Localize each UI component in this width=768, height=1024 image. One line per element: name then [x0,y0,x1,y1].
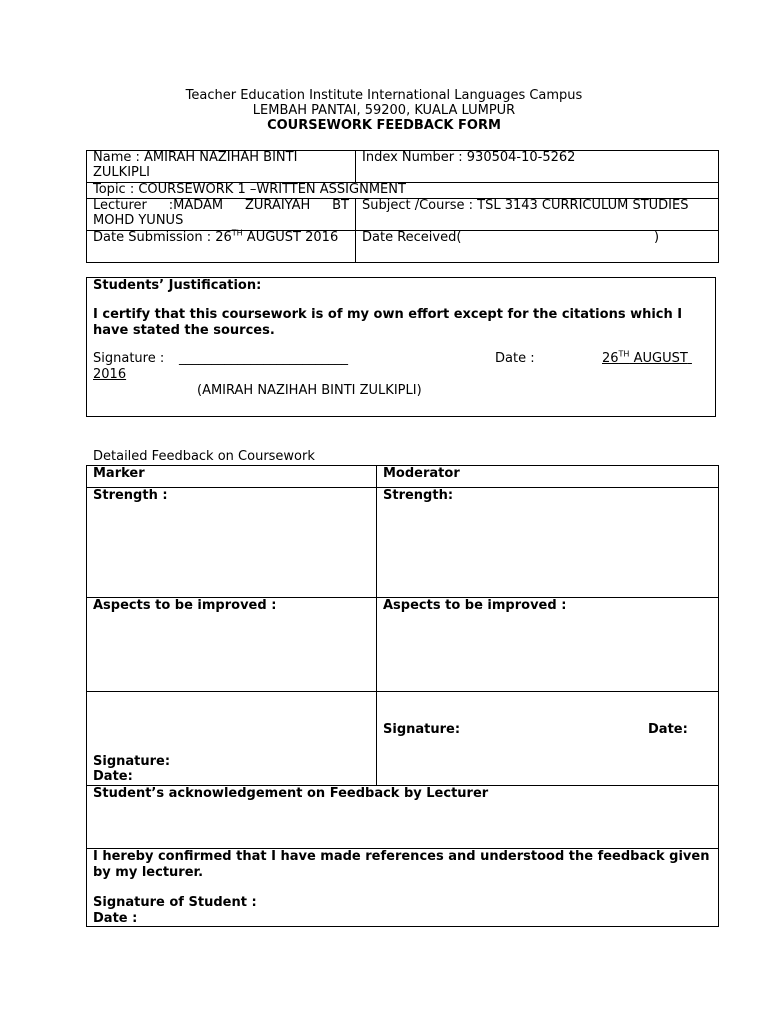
signature-label: Signature : [93,350,165,366]
lecturer-line-2: MOHD YUNUS [93,212,184,228]
date-sup: TH [618,349,630,359]
moderator-signature-label: Signature: [383,722,461,737]
institute-name: Teacher Education Institute International Languages Campus [185,88,583,103]
moderator-sign-cell [377,692,719,786]
name-cell: Name : AMIRAH NAZIHAH BINTI ZULKIPLI [87,151,356,183]
moderator-date-label: Date: [648,722,688,737]
date-submission-sup: TH [231,228,243,238]
acknowledgement-cell: Student’s acknowledgement on Feedback by Lecturer [87,786,719,849]
feedback-table [86,465,719,927]
student-date-label: Date : [93,910,138,926]
marker-strength: Strength : [87,488,377,598]
marker-signature-label: Signature: [93,753,171,769]
date-submission-cell [87,228,356,263]
feedback-section-title: Detailed Feedback on Coursework [93,449,315,464]
date-value [602,351,692,367]
form-title: COURSEWORK FEEDBACK FORM [267,118,501,133]
moderator-improvements: Aspects to be improved : [377,598,719,692]
institute-address: LEMBAH PANTAI, 59200, KUALA LUMPUR [252,103,516,118]
form-header [0,88,768,133]
date-submission-suffix: AUGUST 2016 [242,230,339,245]
marker-improvements: Aspects to be improved : [87,598,377,692]
marker-date-label: Date: [93,769,133,785]
confirmation-text: I hereby confirmed that I have made references and understood the feedback given by my lecturer. [93,849,710,880]
marker-header: Marker [87,466,377,488]
date-received-label: Date Received( [362,230,462,245]
student-name: (AMIRAH NAZIHAH BINTI ZULKIPLI) [197,382,422,398]
signature-blank: __________________________ [179,350,348,366]
students-justification-box [86,277,716,417]
confirmation-cell [87,849,719,927]
date-submission-prefix: Date Submission : 26 [93,230,232,245]
moderator-strength: Strength: [377,488,719,598]
date-year: 2016 [93,366,127,382]
signature-line [93,351,709,381]
date-received-cell [356,231,719,263]
subject-cell: Subject /Course : TSL 3143 CURRICULUM STUDIES [356,199,719,231]
marker-sign-cell [87,692,377,786]
student-info-table [86,150,719,263]
moderator-header: Moderator [377,466,719,488]
date-label: Date : [495,350,535,366]
date-received-close: ) [654,230,660,245]
date-day: 26 [602,350,619,366]
lecturer-line-1: Lecturer :MADAM ZURAIYAH BT [93,198,349,213]
date-month: AUGUST [629,350,688,366]
student-signature-label: Signature of Student : [93,895,257,910]
certify-statement: I certify that this coursework is of my own effort except for the citations which I have stated the sources. [93,306,683,338]
justification-title: Students’ Justification: [93,278,262,293]
lecturer-cell [87,199,356,231]
index-number-cell: Index Number : 930504-10-5262 [356,151,719,183]
topic-cell: Topic : COURSEWORK 1 –WRITTEN ASSIGNMENT [87,183,719,199]
